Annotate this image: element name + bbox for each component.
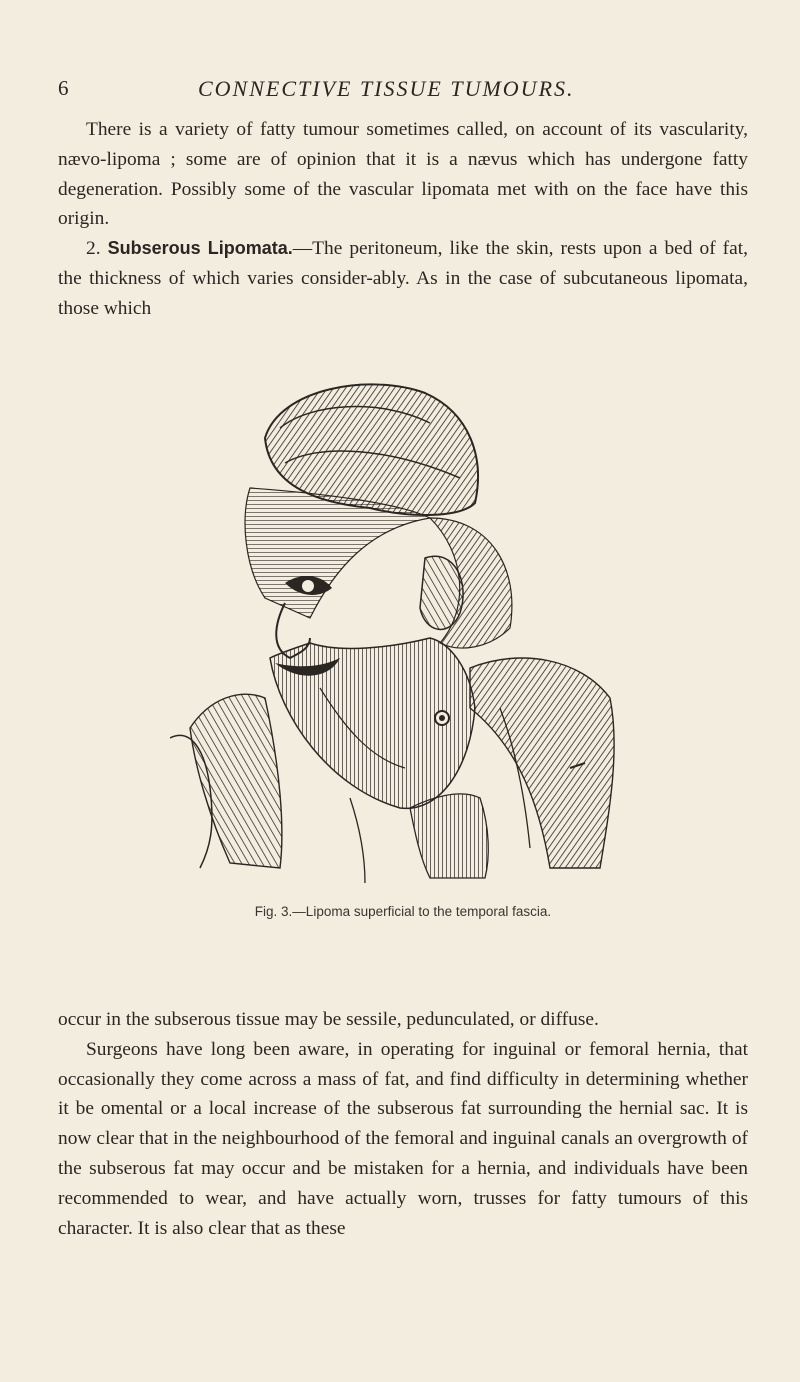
figure-lipoma-illustration — [170, 368, 630, 898]
paragraph-continuation: occur in the subserous tissue may be sessile, pedunculated, or diffuse. — [58, 1009, 599, 1030]
text-block-bottom — [58, 1005, 748, 1243]
running-head — [58, 76, 748, 106]
section-text: —The peritoneum, like the skin, rests upon a bed of fat, the thickness of which varies consider-ably. As in the case of subcutaneous lipomata, those which — [58, 238, 748, 319]
page-number: 6 — [58, 76, 70, 100]
section-heading: Subserous Lipomata. — [107, 238, 293, 259]
figure-caption: Fig. 3.—Lipoma superficial to the temporal fascia. — [254, 904, 552, 919]
paragraph-naevo-lipoma: There is a variety of fatty tumour sometimes called, on account of its vascularity, nævo-lipoma ; some are of opinion that it is a nævus which has undergone fatty degeneration. Possibly some of the vascular lipomata met with on the face have this origin. — [58, 119, 748, 230]
engraving-head-illustration — [170, 368, 630, 898]
running-title: CONNECTIVE TISSUE TUMOURS. — [198, 76, 575, 101]
text-block-top — [58, 115, 748, 324]
section-number: 2. — [86, 238, 101, 260]
paragraph-hernia: Surgeons have long been aware, in operating for inguinal or femoral hernia, that occasionally they come across a mass of fat, and find difficulty in determining whether it be omental or a local increase of the subserous fat surrounding the hernial sac. It is now clear that in the neighbourhood of the femoral and inguinal canals an overgrowth of the subserous fat may occur and be mistaken for a hernia, and individuals have been recommended to wear, and have actually worn, trusses for fatty tumours of this character. It is also clear that as these — [58, 1038, 748, 1239]
paragraph-subserous — [58, 234, 748, 323]
